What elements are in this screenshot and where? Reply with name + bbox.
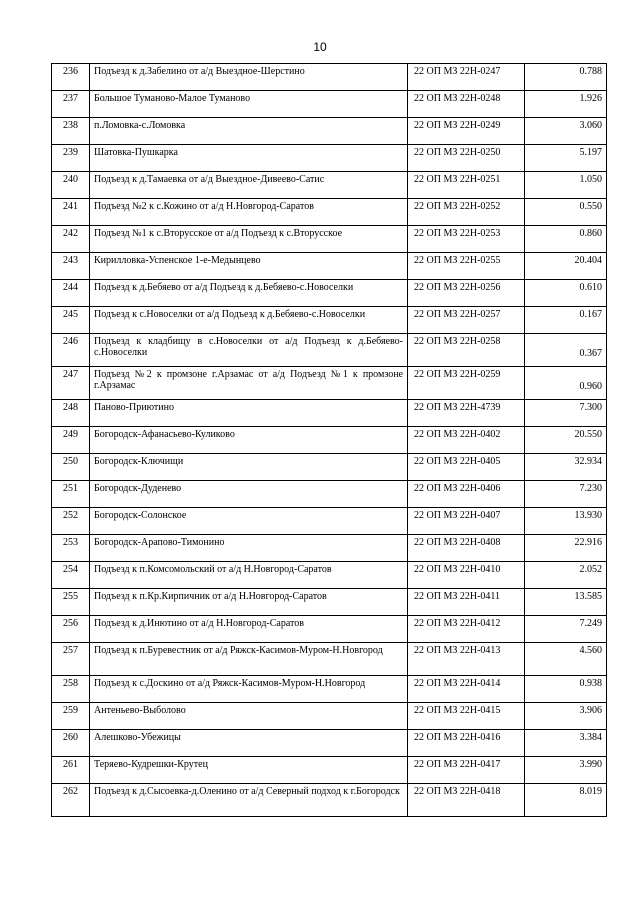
- road-name: Богородск-Солонское: [90, 508, 408, 535]
- road-name: Кирилловка-Успенское 1-е-Медынцево: [90, 253, 408, 280]
- row-number: 246: [52, 334, 90, 367]
- road-code: 22 ОП МЗ 22Н-0413: [408, 643, 525, 676]
- road-length: 8.019: [525, 784, 607, 817]
- road-code: 22 ОП МЗ 22Н-0402: [408, 427, 525, 454]
- road-code: 22 ОП МЗ 22Н-0250: [408, 145, 525, 172]
- road-name: Подъезд к д.Тамаевка от а/д Выездное-Дивеево-Сатис: [90, 172, 408, 199]
- road-name: Подъезд к д.Инютино от а/д Н.Новгород-Саратов: [90, 616, 408, 643]
- table-row: [52, 757, 607, 784]
- table-row: [52, 643, 607, 676]
- row-number: 248: [52, 400, 90, 427]
- row-number: 240: [52, 172, 90, 199]
- road-name: Подъезд к п.Кр.Кирпичник от а/д Н.Новгород-Саратов: [90, 589, 408, 616]
- road-length: 7.300: [525, 400, 607, 427]
- road-name: Подъезд к д.Забелино от а/д Выездное-Шерстино: [90, 64, 408, 91]
- table-row: [52, 784, 607, 817]
- road-code: 22 ОП МЗ 22Н-0405: [408, 454, 525, 481]
- road-code: 22 ОП МЗ 22Н-0255: [408, 253, 525, 280]
- road-length: 0.610: [525, 280, 607, 307]
- road-length: 7.249: [525, 616, 607, 643]
- road-name: Шатовка-Пушкарка: [90, 145, 408, 172]
- table-row: [52, 367, 607, 400]
- road-length: 0.167: [525, 307, 607, 334]
- row-number: 238: [52, 118, 90, 145]
- road-name: Подъезд к д.Бебяево от а/д Подъезд к д.Бебяево-с.Новоселки: [90, 280, 408, 307]
- road-name: Теряево-Кудрешки-Крутец: [90, 757, 408, 784]
- table-row: [52, 118, 607, 145]
- row-number: 258: [52, 676, 90, 703]
- table-row: [52, 91, 607, 118]
- row-number: 239: [52, 145, 90, 172]
- road-length: 3.906: [525, 703, 607, 730]
- table-row: [52, 280, 607, 307]
- row-number: 259: [52, 703, 90, 730]
- table-row: [52, 535, 607, 562]
- road-code: 22 ОП МЗ 22Н-0414: [408, 676, 525, 703]
- table-row: [52, 508, 607, 535]
- road-length: 0.788: [525, 64, 607, 91]
- road-name: Антеньево-Выболово: [90, 703, 408, 730]
- road-code: 22 ОП МЗ 22Н-0247: [408, 64, 525, 91]
- road-length: 0.367: [525, 334, 607, 367]
- table-row: [52, 64, 607, 91]
- road-code: 22 ОП МЗ 22Н-0253: [408, 226, 525, 253]
- road-name: Богородск-Дуденево: [90, 481, 408, 508]
- road-length: 1.050: [525, 172, 607, 199]
- road-length: 1.926: [525, 91, 607, 118]
- road-name: Большое Туманово-Малое Туманово: [90, 91, 408, 118]
- road-code: 22 ОП МЗ 22Н-0415: [408, 703, 525, 730]
- row-number: 262: [52, 784, 90, 817]
- road-length: 0.938: [525, 676, 607, 703]
- road-name: Богородск-Арапово-Тимонино: [90, 535, 408, 562]
- road-code: 22 ОП МЗ 22Н-0248: [408, 91, 525, 118]
- road-length: 0.550: [525, 199, 607, 226]
- row-number: 241: [52, 199, 90, 226]
- row-number: 251: [52, 481, 90, 508]
- table-row: [52, 400, 607, 427]
- road-name: Богородск-Афанасьево-Куликово: [90, 427, 408, 454]
- table-row: [52, 454, 607, 481]
- road-length: 5.197: [525, 145, 607, 172]
- row-number: 236: [52, 64, 90, 91]
- road-length: 13.930: [525, 508, 607, 535]
- row-number: 242: [52, 226, 90, 253]
- table-row: [52, 427, 607, 454]
- road-name: Подъезд №2 к с.Кожино от а/д Н.Новгород-Саратов: [90, 199, 408, 226]
- road-length: 3.990: [525, 757, 607, 784]
- road-name: Подъезд №1 к с.Вторусское от а/д Подъезд к с.Вторусское: [90, 226, 408, 253]
- road-name: Подъезд №2 к промзоне г.Арзамас от а/д Подъезд №1 к промзоне г.Арзамас: [90, 367, 408, 400]
- road-length: 2.052: [525, 562, 607, 589]
- table-row: [52, 253, 607, 280]
- table-row: [52, 616, 607, 643]
- road-length: 20.550: [525, 427, 607, 454]
- row-number: 245: [52, 307, 90, 334]
- road-code: 22 ОП МЗ 22Н-0258: [408, 334, 525, 367]
- road-code: 22 ОП МЗ 22Н-4739: [408, 400, 525, 427]
- road-code: 22 ОП МЗ 22Н-0406: [408, 481, 525, 508]
- road-length: 3.060: [525, 118, 607, 145]
- road-name: Подъезд к п.Комсомольский от а/д Н.Новгород-Саратов: [90, 562, 408, 589]
- road-code: 22 ОП МЗ 22Н-0259: [408, 367, 525, 400]
- road-name: Паново-Приютино: [90, 400, 408, 427]
- table-row: [52, 307, 607, 334]
- road-code: 22 ОП МЗ 22Н-0416: [408, 730, 525, 757]
- table-row: [52, 172, 607, 199]
- row-number: 250: [52, 454, 90, 481]
- road-name: Богородск-Ключищи: [90, 454, 408, 481]
- road-name: Подъезд к п.Буревестник от а/д Ряжск-Касимов-Муром-Н.Новгород: [90, 643, 408, 676]
- row-number: 237: [52, 91, 90, 118]
- road-code: 22 ОП МЗ 22Н-0410: [408, 562, 525, 589]
- road-code: 22 ОП МЗ 22Н-0412: [408, 616, 525, 643]
- road-length: 13.585: [525, 589, 607, 616]
- table-row: [52, 145, 607, 172]
- table-row: [52, 562, 607, 589]
- row-number: 243: [52, 253, 90, 280]
- row-number: 255: [52, 589, 90, 616]
- road-code: 22 ОП МЗ 22Н-0251: [408, 172, 525, 199]
- road-code: 22 ОП МЗ 22Н-0417: [408, 757, 525, 784]
- road-length: 7.230: [525, 481, 607, 508]
- row-number: 261: [52, 757, 90, 784]
- table-row: [52, 334, 607, 367]
- road-length: 22.916: [525, 535, 607, 562]
- row-number: 253: [52, 535, 90, 562]
- row-number: 254: [52, 562, 90, 589]
- row-number: 260: [52, 730, 90, 757]
- table-row: [52, 199, 607, 226]
- road-length: 3.384: [525, 730, 607, 757]
- road-name: Подъезд к с.Доскино от а/д Ряжск-Касимов-Муром-Н.Новгород: [90, 676, 408, 703]
- road-code: 22 ОП МЗ 22Н-0411: [408, 589, 525, 616]
- table-row: [52, 676, 607, 703]
- page-number: 10: [313, 40, 327, 54]
- row-number: 244: [52, 280, 90, 307]
- road-length: 0.860: [525, 226, 607, 253]
- road-code: 22 ОП МЗ 22Н-0407: [408, 508, 525, 535]
- table-row: [52, 589, 607, 616]
- road-code: 22 ОП МЗ 22Н-0408: [408, 535, 525, 562]
- row-number: 257: [52, 643, 90, 676]
- road-name: Подъезд к д.Сысоевка-д.Оленино от а/д Северный подход к г.Богородск: [90, 784, 408, 817]
- road-code: 22 ОП МЗ 22Н-0252: [408, 199, 525, 226]
- row-number: 249: [52, 427, 90, 454]
- road-length: 32.934: [525, 454, 607, 481]
- road-length: 20.404: [525, 253, 607, 280]
- road-length: 4.560: [525, 643, 607, 676]
- row-number: 256: [52, 616, 90, 643]
- road-name: Подъезд к с.Новоселки от а/д Подъезд к д.Бебяево-с.Новоселки: [90, 307, 408, 334]
- table-row: [52, 730, 607, 757]
- road-name: п.Ломовка-с.Ломовка: [90, 118, 408, 145]
- road-name: Подъезд к кладбищу в с.Новоселки от а/д Подъезд к д.Бебяево-с.Новоселки: [90, 334, 408, 367]
- road-length: 0.960: [525, 367, 607, 400]
- row-number: 252: [52, 508, 90, 535]
- road-code: 22 ОП МЗ 22Н-0418: [408, 784, 525, 817]
- road-code: 22 ОП МЗ 22Н-0249: [408, 118, 525, 145]
- roads-table: [51, 63, 607, 817]
- table-row: [52, 226, 607, 253]
- table-row: [52, 481, 607, 508]
- road-code: 22 ОП МЗ 22Н-0256: [408, 280, 525, 307]
- road-name: Алешково-Убежицы: [90, 730, 408, 757]
- table-row: [52, 703, 607, 730]
- road-code: 22 ОП МЗ 22Н-0257: [408, 307, 525, 334]
- row-number: 247: [52, 367, 90, 400]
